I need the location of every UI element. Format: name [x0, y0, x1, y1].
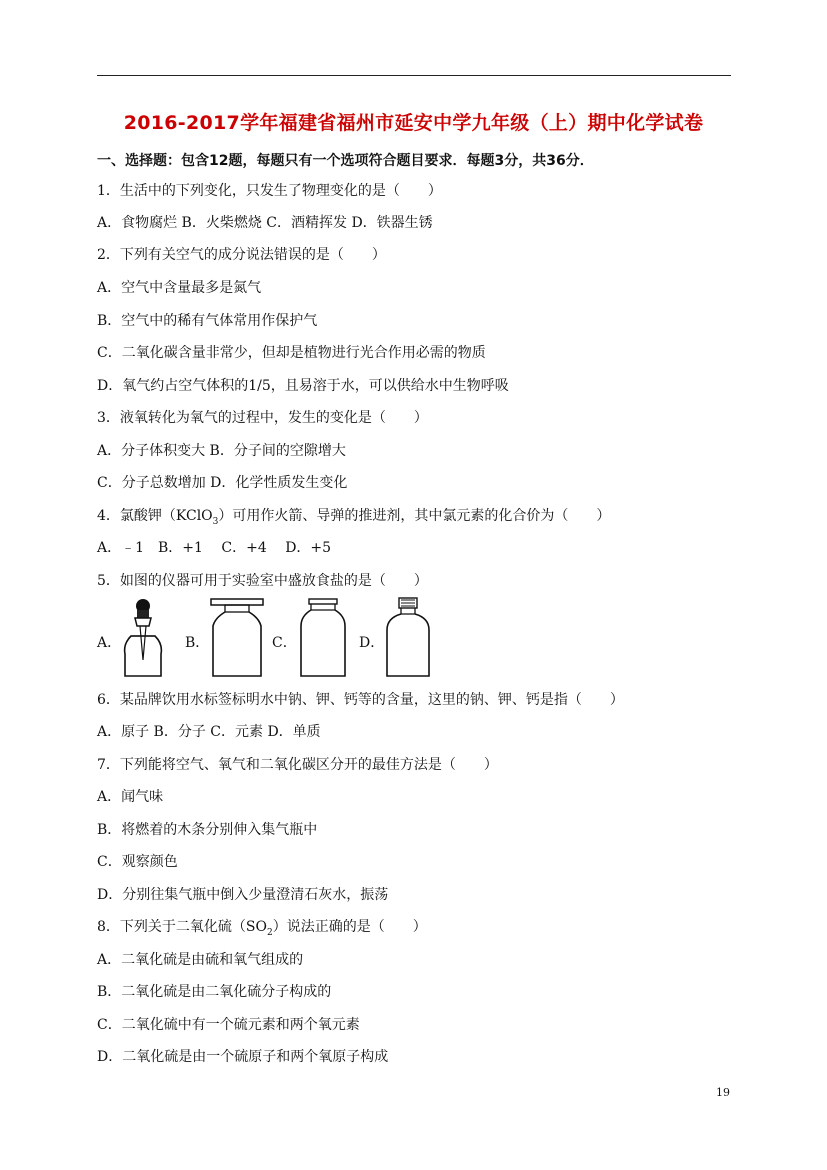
q7-option-b: B．将燃着的木条分别伸入集气瓶中 [97, 822, 318, 838]
wide-mouth-bottle-icon [207, 596, 267, 680]
header-rule [97, 75, 731, 76]
dropper-bottle-icon [121, 596, 169, 680]
q8-option-a: A．二氧化硫是由硫和氧气组成的 [97, 952, 304, 968]
q8-subscript: 2 [266, 927, 273, 938]
q8-option-c: C．二氧化硫中有一个硫元素和两个氧元素 [97, 1017, 360, 1033]
page-title: 2016-2017学年福建省福州市延安中学九年级（上）期中化学试卷 [123, 112, 704, 134]
q5-option-a-label: A． [97, 635, 122, 651]
q5-option-b-label: B． [185, 635, 210, 651]
q6-options: A．原子 B．分子 C．元素 D．单质 [97, 724, 321, 740]
q1-options: A．食物腐烂 B．火柴燃烧 C．酒精挥发 D．铁器生锈 [97, 215, 433, 231]
q8-option-d: D．二氧化硫是由一个硫原子和两个氧原子构成 [97, 1049, 389, 1065]
q3-options-cd: C．分子总数增加 D．化学性质发生变化 [97, 475, 348, 491]
q8-option-b: B．二氧化硫是由二氧化硫分子构成的 [97, 984, 332, 1000]
q7-option-c: C．观察颜色 [97, 854, 178, 870]
q4-options: A．﹣1 B．+1 C．+4 D．+5 [97, 540, 332, 556]
narrow-mouth-bottle-icon [295, 596, 351, 680]
question-4 [97, 506, 610, 532]
question-1: 1．生活中的下列变化，只发生了物理变化的是（ ） [97, 183, 442, 199]
question-7: 7．下列能将空气、氧气和二氧化碳区分开的最佳方法是（ ） [97, 757, 498, 773]
q2-option-c: C．二氧化碳含量非常少，但却是植物进行光合作用必需的物质 [97, 345, 486, 361]
question-8 [97, 917, 427, 943]
section-heading: 一、选择题：包含12题，每题只有一个选项符合题目要求．每题3分，共36分． [97, 153, 594, 169]
question-2: 2．下列有关空气的成分说法错误的是（ ） [97, 247, 386, 263]
q2-option-d: D．氧气约占空气体积的1/5，且易溶于水，可以供给水中生物呼吸 [97, 378, 509, 394]
q4-text-head: 4．氯酸钾（KClO [97, 508, 213, 524]
q8-text-tail: ）说法正确的是（ ） [272, 919, 427, 935]
q4-subscript: 3 [212, 516, 219, 527]
q2-option-b: B．空气中的稀有气体常用作保护气 [97, 313, 318, 329]
q3-options-ab: A．分子体积变大 B．分子间的空隙增大 [97, 443, 346, 459]
q5-option-d-label: D． [359, 635, 385, 651]
question-6: 6．某品牌饮用水标签标明水中钠、钾、钙等的含量，这里的钠、钾、钙是指（ ） [97, 692, 624, 708]
q7-option-a: A．闻气味 [97, 789, 164, 805]
q4-text-tail: ）可用作火箭、导弹的推进剂，其中氯元素的化合价为（ ） [218, 508, 611, 524]
q7-option-d: D．分别往集气瓶中倒入少量澄清石灰水，振荡 [97, 887, 389, 903]
question-3: 3．液氧转化为氧气的过程中，发生的变化是（ ） [97, 410, 428, 426]
q8-text-head: 8．下列关于二氧化硫（SO [97, 919, 267, 935]
page-number: 19 [716, 1086, 730, 1099]
q5-option-c-label: C． [272, 635, 297, 651]
q2-option-a: A．空气中含量最多是氮气 [97, 280, 262, 296]
dropper-cap-bottle-icon [381, 596, 437, 680]
q5-options-figures [97, 596, 657, 680]
question-5: 5．如图的仪器可用于实验室中盛放食盐的是（ ） [97, 573, 428, 589]
